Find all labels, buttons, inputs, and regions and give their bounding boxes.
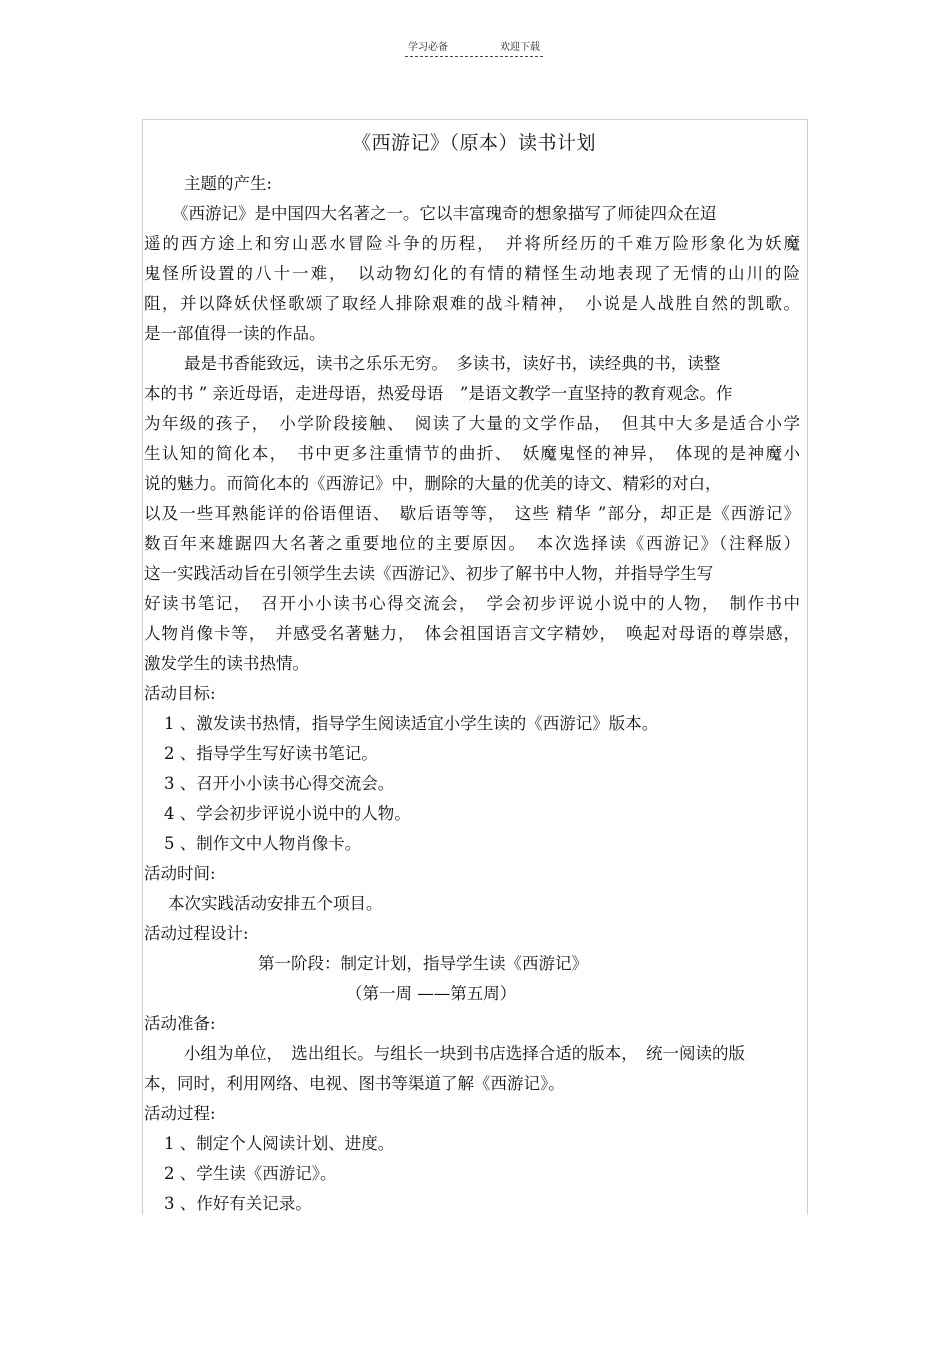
body-line: 是一部值得一读的作品。 — [144, 324, 326, 343]
header-left-text: 学习必备 — [408, 42, 448, 53]
body-line: 鬼怪所设置的八十一难， 以动物幻化的有情的精怪生动地表现了无情的山川的险 — [144, 264, 800, 283]
header-right-text: 欢迎下载 — [500, 42, 540, 53]
body-line: 这一实践活动旨在引领学生去读《西游记》、初步了解书中人物，并指导学生写 — [144, 564, 714, 583]
body-line: 以及一些耳熟能详的俗语俚语、 歇后语等等， 这些 精华 ”部分，却正是《西游记》 — [144, 504, 800, 523]
body-line: 最是书香能致远，读书之乐乐无穷。 多读书，读好书，读经典的书，读整 — [184, 354, 721, 373]
body-line: （第一周 ——第五周） — [346, 984, 517, 1003]
body-line: 本的书 ” 亲近母语，走进母语，热爱母语 ”是语文教学一直坚持的教育观念。作 — [144, 384, 733, 403]
body-line: 激发学生的读书热情。 — [144, 654, 309, 673]
body-line: 1 、制定个人阅读计划、进度。 — [164, 1134, 395, 1153]
page-header — [405, 38, 543, 57]
body-line: 3 、召开小小读书心得交流会。 — [164, 774, 395, 793]
body-line: 4 、学会初步评说小说中的人物。 — [164, 804, 411, 823]
header-rule — [405, 56, 543, 57]
body-line: 主题的产生: — [184, 174, 273, 193]
body-line: 生认知的简化本， 书中更多注重情节的曲折、 妖魔鬼怪的神异， 体现的是神魔小 — [144, 444, 800, 463]
body-line: 活动目标: — [144, 684, 216, 703]
body-line: 为年级的孩子， 小学阶段接触、 阅读了大量的文学作品， 但其中大多是适合小学 — [144, 414, 800, 433]
body-line: 2 、指导学生写好读书笔记。 — [164, 744, 378, 763]
body-line: 5 、制作文中人物肖像卡。 — [164, 834, 362, 853]
body-line: 人物肖像卡等， 并感受名著魅力， 体会祖国语言文字精妙， 唤起对母语的尊崇感， — [144, 624, 800, 643]
body-line: 活动过程: — [144, 1104, 216, 1123]
body-line: 遥的西方途上和穷山恶水冒险斗争的历程， 并将所经历的千难万险形象化为妖魔 — [144, 234, 800, 253]
body-line: 小组为单位， 选出组长。与组长一块到书店选择合适的版本， 统一阅读的版 — [184, 1044, 745, 1063]
body-line: 第一阶段：制定计划，指导学生读《西游记》 — [258, 954, 588, 973]
document-title: 《西游记》（原本）读书计划 — [351, 132, 596, 154]
body-line: 活动时间: — [144, 864, 216, 883]
body-line: 《西游记》是中国四大名著之一。它以丰富瑰奇的想象描写了师徒四众在迢 — [172, 204, 717, 223]
body-line: 本次实践活动安排五个项目。 — [168, 894, 383, 913]
body-line: 3 、作好有关记录。 — [164, 1194, 312, 1213]
body-line: 活动过程设计: — [144, 924, 249, 943]
body-line: 1 、激发读书热情，指导学生阅读适宜小学生读的《西游记》版本。 — [164, 714, 659, 733]
body-line: 数百年来雄踞四大名著之重要地位的主要原因。 本次选择读《西游记》（注释版） — [144, 534, 800, 553]
body-line: 阻，并以降妖伏怪歌颂了取经人排除艰难的战斗精神， 小说是人战胜自然的凯歌。 — [144, 294, 800, 313]
body-line: 说的魅力。而简化本的《西游记》中，删除的大量的优美的诗文、精彩的对白， — [144, 474, 722, 493]
body-line: 好读书笔记， 召开小小读书心得交流会， 学会初步评说小说中的人物， 制作书中 — [144, 594, 800, 613]
body-line: 2 、学生读《西游记》。 — [164, 1164, 337, 1183]
body-line: 活动准备: — [144, 1014, 216, 1033]
body-line: 本，同时，利用网络、电视、图书等渠道了解《西游记》。 — [144, 1074, 565, 1093]
